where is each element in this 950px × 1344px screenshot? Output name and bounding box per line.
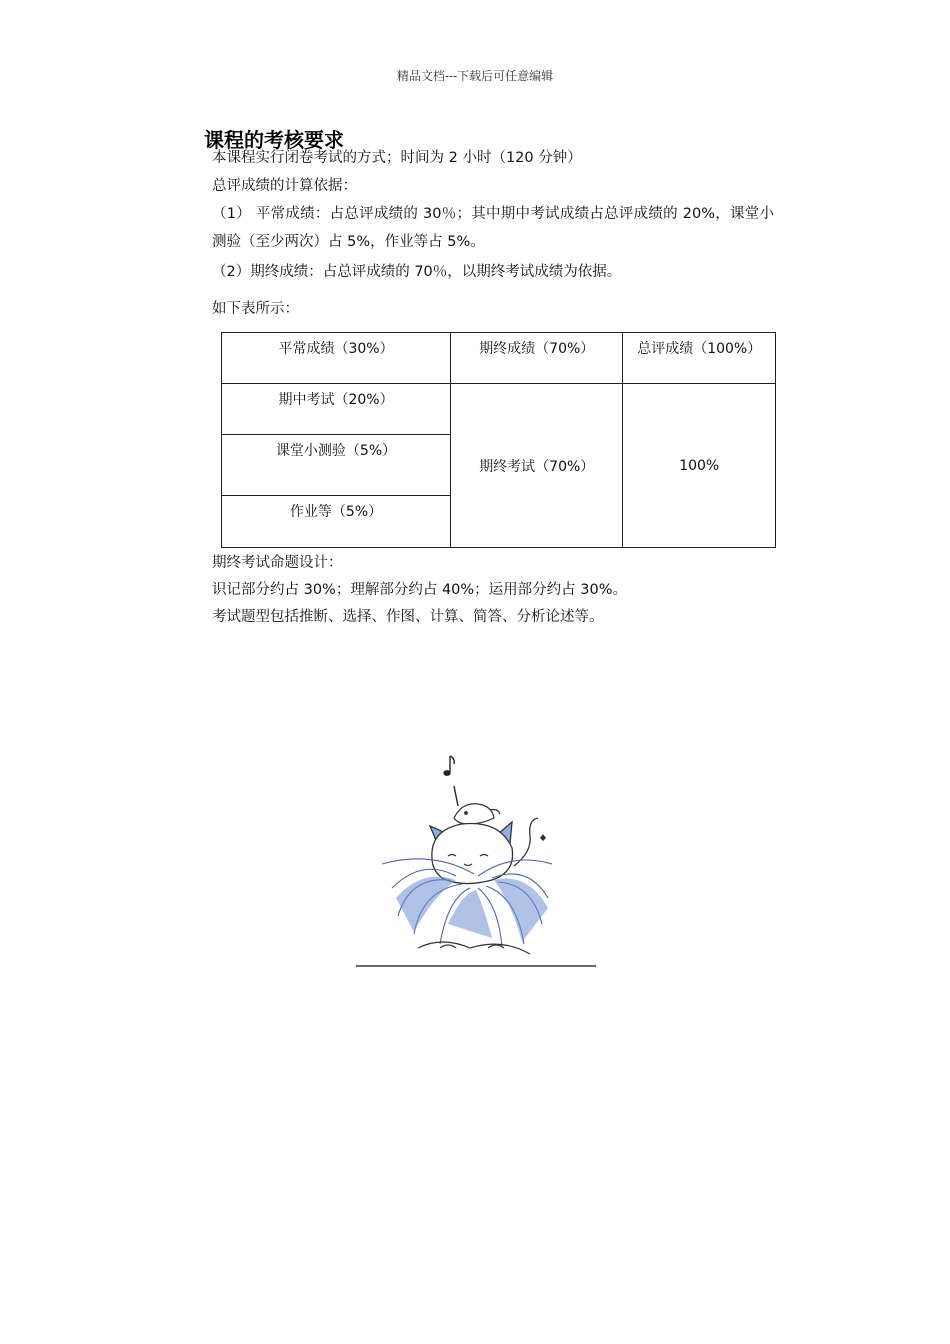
table-header-row <box>222 333 776 384</box>
total-grade-cell: 100% <box>623 384 776 548</box>
regular-grade-item: （1） 平常成绩：占总评成绩的 30％；其中期中考试成绩占总评成绩的 20%，课堂小测验（至少两次）占 5%，作业等占 5%。 <box>212 206 774 250</box>
exam-design-title: 期终考试命题设计： <box>212 555 343 571</box>
table-cell <box>222 384 451 435</box>
header-regular-grade: 平常成绩（30%） <box>278 341 394 357</box>
exam-format-text: 本课程实行闭卷考试的方式；时间为 2 小时（120 分钟） <box>212 150 582 166</box>
table-cell <box>222 496 451 548</box>
quiz-cell: 课堂小测验（5%） <box>275 443 397 459</box>
chibi-character-with-cat-icon <box>352 748 600 974</box>
final-grade-item: （2）期终成绩：占总评成绩的 70％，以期终考试成绩为依据。 <box>212 264 622 280</box>
final-exam-cell: 期终考试（70%） <box>451 384 623 548</box>
table-intro-text: 如下表所示： <box>212 301 299 317</box>
question-types-text: 考试题型包括推断、选择、作图、计算、简答、分析论述等。 <box>212 609 604 625</box>
exam-distribution-text: 识记部分约占 30%；理解部分约占 40%；运用部分约占 30%。 <box>212 582 628 598</box>
table-row <box>222 384 776 435</box>
grade-table <box>221 332 776 548</box>
header-total-grade: 总评成绩（100%） <box>637 341 762 357</box>
homework-cell: 作业等（5%） <box>289 504 383 520</box>
header-final-grade: 期终成绩（70%） <box>479 341 595 357</box>
table-header-cell <box>222 333 451 384</box>
midterm-exam-cell: 期中考试（20%） <box>278 392 394 408</box>
table-header-cell <box>451 333 623 384</box>
page-header-watermark: 精品文档---下载后可任意编辑 <box>396 69 554 83</box>
section-title: 课程的考核要求 <box>204 128 344 152</box>
grading-basis-text: 总评成绩的计算依据： <box>212 178 357 194</box>
table-cell <box>222 435 451 496</box>
table-header-cell <box>623 333 776 384</box>
